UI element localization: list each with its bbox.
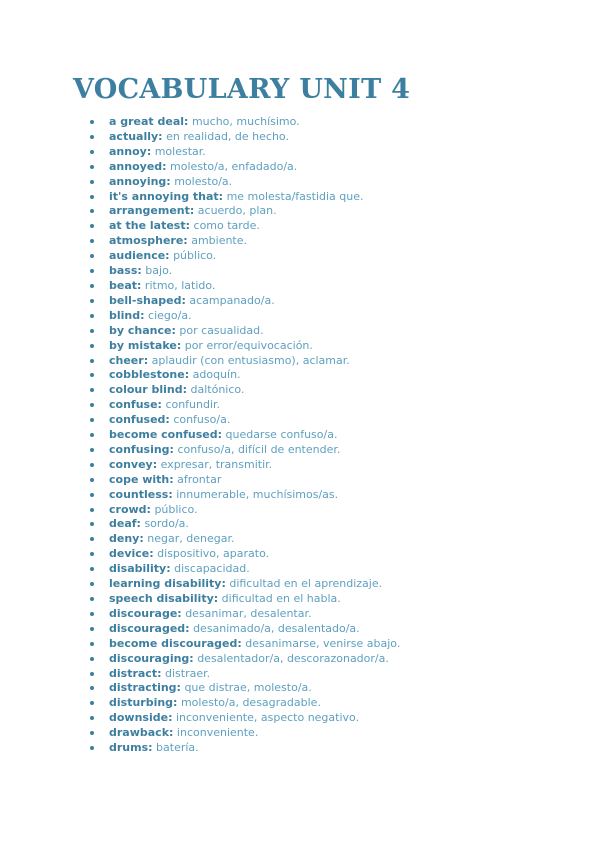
vocabulary-term: disturbing: xyxy=(109,696,178,710)
bullet-icon xyxy=(90,373,94,377)
vocabulary-term: a great deal: xyxy=(109,115,189,128)
vocabulary-entry xyxy=(90,190,400,205)
vocabulary-definition: público. xyxy=(154,502,198,516)
vocabulary-entry xyxy=(90,607,400,622)
vocabulary-entry xyxy=(90,279,400,294)
vocabulary-term: speech disability: xyxy=(109,592,219,605)
bullet-icon xyxy=(90,627,94,631)
vocabulary-term: annoy: xyxy=(109,144,152,158)
vocabulary-term: drawback: xyxy=(109,726,174,740)
bullet-icon xyxy=(90,135,94,139)
vocabulary-term: convey: xyxy=(109,457,158,471)
vocabulary-definition: me molesta/fastidia que. xyxy=(226,189,364,203)
vocabulary-term: by chance: xyxy=(109,323,176,337)
vocabulary-definition: confuso/a. xyxy=(173,413,231,427)
vocabulary-definition: expresar, transmitir. xyxy=(160,457,273,471)
vocabulary-entry xyxy=(90,547,400,562)
vocabulary-entry xyxy=(90,219,400,234)
vocabulary-definition: ciego/a. xyxy=(148,308,192,322)
vocabulary-entry xyxy=(90,652,400,667)
vocabulary-term: become discouraged: xyxy=(109,636,242,650)
bullet-icon xyxy=(90,284,94,288)
bullet-icon xyxy=(90,180,94,184)
vocabulary-definition: inconveniente, aspecto negativo. xyxy=(175,711,360,725)
vocabulary-term: bass: xyxy=(109,264,142,278)
vocabulary-definition: ambiente. xyxy=(191,234,248,248)
vocabulary-definition: por casualidad. xyxy=(179,323,264,337)
bullet-icon xyxy=(90,418,94,422)
vocabulary-term: annoyed: xyxy=(109,159,167,173)
bullet-icon xyxy=(90,150,94,154)
bullet-icon xyxy=(90,120,94,124)
vocabulary-entry xyxy=(90,115,400,130)
vocabulary-term: bell-shaped: xyxy=(109,293,186,307)
vocabulary-definition: batería. xyxy=(156,741,199,755)
bullet-icon xyxy=(90,731,94,735)
bullet-icon xyxy=(90,522,94,526)
page-title: VOCABULARY UNIT 4 xyxy=(73,74,411,105)
vocabulary-definition: molesto/a. xyxy=(174,174,233,188)
vocabulary-entry xyxy=(90,592,400,607)
vocabulary-entry xyxy=(90,741,400,756)
vocabulary-definition: acuerdo, plan. xyxy=(197,204,277,218)
vocabulary-term: at the latest: xyxy=(109,219,191,233)
vocabulary-entry xyxy=(90,443,400,458)
vocabulary-definition: confuso/a, difícil de entender. xyxy=(177,442,341,456)
vocabulary-term: actually: xyxy=(109,129,163,143)
vocabulary-term: audience: xyxy=(109,249,170,263)
vocabulary-definition: quedarse confuso/a. xyxy=(225,428,338,442)
vocabulary-entry xyxy=(90,339,400,354)
vocabulary-definition: dispositivo, aparato. xyxy=(157,547,270,561)
bullet-icon xyxy=(90,433,94,437)
vocabulary-term: device: xyxy=(109,547,154,561)
vocabulary-term: beat: xyxy=(109,278,142,292)
vocabulary-definition: público. xyxy=(173,249,217,263)
vocabulary-definition: como tarde. xyxy=(193,219,260,233)
vocabulary-term: distract: xyxy=(109,666,162,680)
vocabulary-definition: aplaudir (con entusiasmo), aclamar. xyxy=(151,353,350,367)
vocabulary-term: annoying: xyxy=(109,174,171,188)
vocabulary-definition: dificultad en el habla. xyxy=(221,592,341,605)
bullet-icon xyxy=(90,746,94,750)
bullet-icon xyxy=(90,612,94,616)
vocabulary-entry xyxy=(90,234,400,249)
vocabulary-definition: desanimar, desalentar. xyxy=(185,606,312,620)
vocabulary-entry xyxy=(90,383,400,398)
bullet-icon xyxy=(90,672,94,676)
vocabulary-definition: desalentador/a, descorazonador/a. xyxy=(197,651,389,665)
vocabulary-entry xyxy=(90,696,400,711)
vocabulary-term: blind: xyxy=(109,308,145,322)
bullet-icon xyxy=(90,254,94,258)
vocabulary-entry xyxy=(90,711,400,726)
vocabulary-term: discourage: xyxy=(109,606,182,620)
vocabulary-entry xyxy=(90,562,400,577)
vocabulary-definition: confundir. xyxy=(165,398,221,412)
bullet-icon xyxy=(90,269,94,273)
vocabulary-entry xyxy=(90,175,400,190)
bullet-icon xyxy=(90,314,94,318)
vocabulary-definition: desanimado/a, desalentado/a. xyxy=(193,621,360,635)
vocabulary-entry xyxy=(90,473,400,488)
vocabulary-term: disability: xyxy=(109,562,171,576)
bullet-icon xyxy=(90,403,94,407)
vocabulary-term: cope with: xyxy=(109,472,174,486)
bullet-icon xyxy=(90,329,94,333)
vocabulary-term: become confused: xyxy=(109,428,222,442)
vocabulary-term: drums: xyxy=(109,741,153,755)
bullet-icon xyxy=(90,567,94,571)
vocabulary-term: cheer: xyxy=(109,353,149,367)
vocabulary-definition: discapacidad. xyxy=(174,562,250,576)
vocabulary-entry xyxy=(90,204,400,219)
vocabulary-definition: daltónico. xyxy=(190,383,245,397)
vocabulary-term: learning disability: xyxy=(109,577,226,591)
bullet-icon xyxy=(90,224,94,228)
vocabulary-entry xyxy=(90,428,400,443)
bullet-icon xyxy=(90,165,94,169)
vocabulary-entry xyxy=(90,398,400,413)
vocabulary-term: arrangement: xyxy=(109,204,195,218)
vocabulary-definition: molestar. xyxy=(154,144,206,158)
vocabulary-term: colour blind: xyxy=(109,383,188,397)
bullet-icon xyxy=(90,195,94,199)
vocabulary-entry xyxy=(90,503,400,518)
vocabulary-term: it's annoying that: xyxy=(109,189,224,203)
vocabulary-definition: dificultad en el aprendizaje. xyxy=(229,577,383,591)
vocabulary-term: cobblestone: xyxy=(109,368,190,382)
vocabulary-definition: molesto/a, desagradable. xyxy=(180,696,321,710)
bullet-icon xyxy=(90,657,94,661)
bullet-icon xyxy=(90,388,94,392)
vocabulary-definition: inconveniente. xyxy=(176,726,259,740)
vocabulary-entry xyxy=(90,458,400,473)
vocabulary-term: discouraged: xyxy=(109,621,190,635)
bullet-icon xyxy=(90,686,94,690)
vocabulary-entry xyxy=(90,294,400,309)
vocabulary-term: countless: xyxy=(109,487,173,501)
vocabulary-definition: mucho, muchísimo. xyxy=(191,115,300,128)
vocabulary-term: deny: xyxy=(109,532,144,546)
bullet-icon xyxy=(90,537,94,541)
vocabulary-entry xyxy=(90,309,400,324)
vocabulary-entry xyxy=(90,622,400,637)
vocabulary-entry xyxy=(90,324,400,339)
vocabulary-term: distracting: xyxy=(109,681,181,695)
vocabulary-definition: que distrae, molesto/a. xyxy=(184,681,312,695)
vocabulary-definition: ritmo, latido. xyxy=(144,278,216,292)
vocabulary-list xyxy=(90,115,400,756)
vocabulary-definition: bajo. xyxy=(145,264,173,278)
bullet-icon xyxy=(90,582,94,586)
vocabulary-entry xyxy=(90,354,400,369)
vocabulary-entry xyxy=(90,249,400,264)
vocabulary-term: discouraging: xyxy=(109,651,194,665)
vocabulary-term: confused: xyxy=(109,413,170,427)
vocabulary-term: crowd: xyxy=(109,502,151,516)
bullet-icon xyxy=(90,716,94,720)
vocabulary-term: deaf: xyxy=(109,517,141,531)
vocabulary-definition: desanimarse, venirse abajo. xyxy=(245,636,401,650)
bullet-icon xyxy=(90,493,94,497)
vocabulary-definition: negar, denegar. xyxy=(147,532,235,546)
vocabulary-entry xyxy=(90,667,400,682)
vocabulary-entry xyxy=(90,681,400,696)
bullet-icon xyxy=(90,344,94,348)
bullet-icon xyxy=(90,463,94,467)
vocabulary-definition: en realidad, de hecho. xyxy=(166,129,289,143)
vocabulary-term: confuse: xyxy=(109,398,162,412)
vocabulary-entry xyxy=(90,726,400,741)
vocabulary-entry xyxy=(90,637,400,652)
bullet-icon xyxy=(90,478,94,482)
vocabulary-term: downside: xyxy=(109,711,173,725)
vocabulary-definition: acampanado/a. xyxy=(189,293,275,307)
bullet-icon xyxy=(90,508,94,512)
bullet-icon xyxy=(90,701,94,705)
bullet-icon xyxy=(90,359,94,363)
vocabulary-entry xyxy=(90,160,400,175)
vocabulary-definition: innumerable, muchísimos/as. xyxy=(176,487,339,501)
vocabulary-definition: adoquín. xyxy=(192,368,241,382)
vocabulary-entry xyxy=(90,413,400,428)
bullet-icon xyxy=(90,597,94,601)
vocabulary-entry xyxy=(90,130,400,145)
vocabulary-definition: distraer. xyxy=(164,666,211,680)
bullet-icon xyxy=(90,552,94,556)
vocabulary-entry xyxy=(90,145,400,160)
vocabulary-entry xyxy=(90,577,400,592)
bullet-icon xyxy=(90,299,94,303)
vocabulary-term: atmosphere: xyxy=(109,234,188,248)
vocabulary-definition: molesto/a, enfadado/a. xyxy=(170,159,298,173)
vocabulary-entry xyxy=(90,517,400,532)
vocabulary-entry xyxy=(90,532,400,547)
vocabulary-entry xyxy=(90,264,400,279)
vocabulary-definition: sordo/a. xyxy=(144,517,189,531)
vocabulary-entry xyxy=(90,368,400,383)
vocabulary-definition: por error/equivocación. xyxy=(184,338,313,352)
vocabulary-definition: afrontar xyxy=(177,472,222,486)
bullet-icon xyxy=(90,239,94,243)
bullet-icon xyxy=(90,448,94,452)
vocabulary-term: by mistake: xyxy=(109,338,182,352)
bullet-icon xyxy=(90,642,94,646)
vocabulary-entry xyxy=(90,488,400,503)
vocabulary-term: confusing: xyxy=(109,442,174,456)
bullet-icon xyxy=(90,209,94,213)
